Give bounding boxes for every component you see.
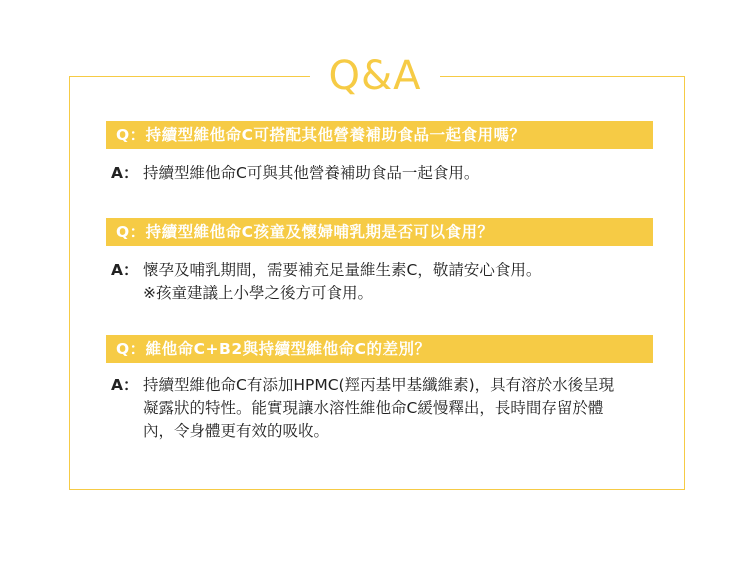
question-bar-1: Q：持續型維他命C可搭配其他營養補助食品一起食用嗎？ [106,121,653,149]
answer-line: 凝露狀的特性。能實現讓水溶性維他命C緩慢釋出，長時間存留於體 [143,399,604,417]
answer-1 [111,162,671,185]
answer-line: 持續型維他命C可與其他營養補助食品一起食用。 [143,164,480,182]
answer-label: A： [111,376,139,394]
answer-line: ※孩童建議上小學之後方可食用。 [143,284,373,302]
answer-line: 內，令身體更有效的吸收。 [143,422,330,440]
answer-3 [111,374,671,443]
question-bar-2: Q：持續型維他命C孩童及懷婦哺乳期是否可以食用？ [106,218,653,246]
answer-label: A： [111,164,139,182]
question-bar-3: Q：維他命C+B2與持續型維他命C的差別？ [106,335,653,363]
answer-2 [111,259,671,305]
page-title: Q&A [310,52,440,100]
answer-line: 懷孕及哺乳期間，需要補充足量維生素C，敬請安心食用。 [143,261,542,279]
answer-line: 持續型維他命C有添加HPMC(羥丙基甲基纖維素)，具有溶於水後呈現 [143,376,615,394]
answer-label: A： [111,261,139,279]
